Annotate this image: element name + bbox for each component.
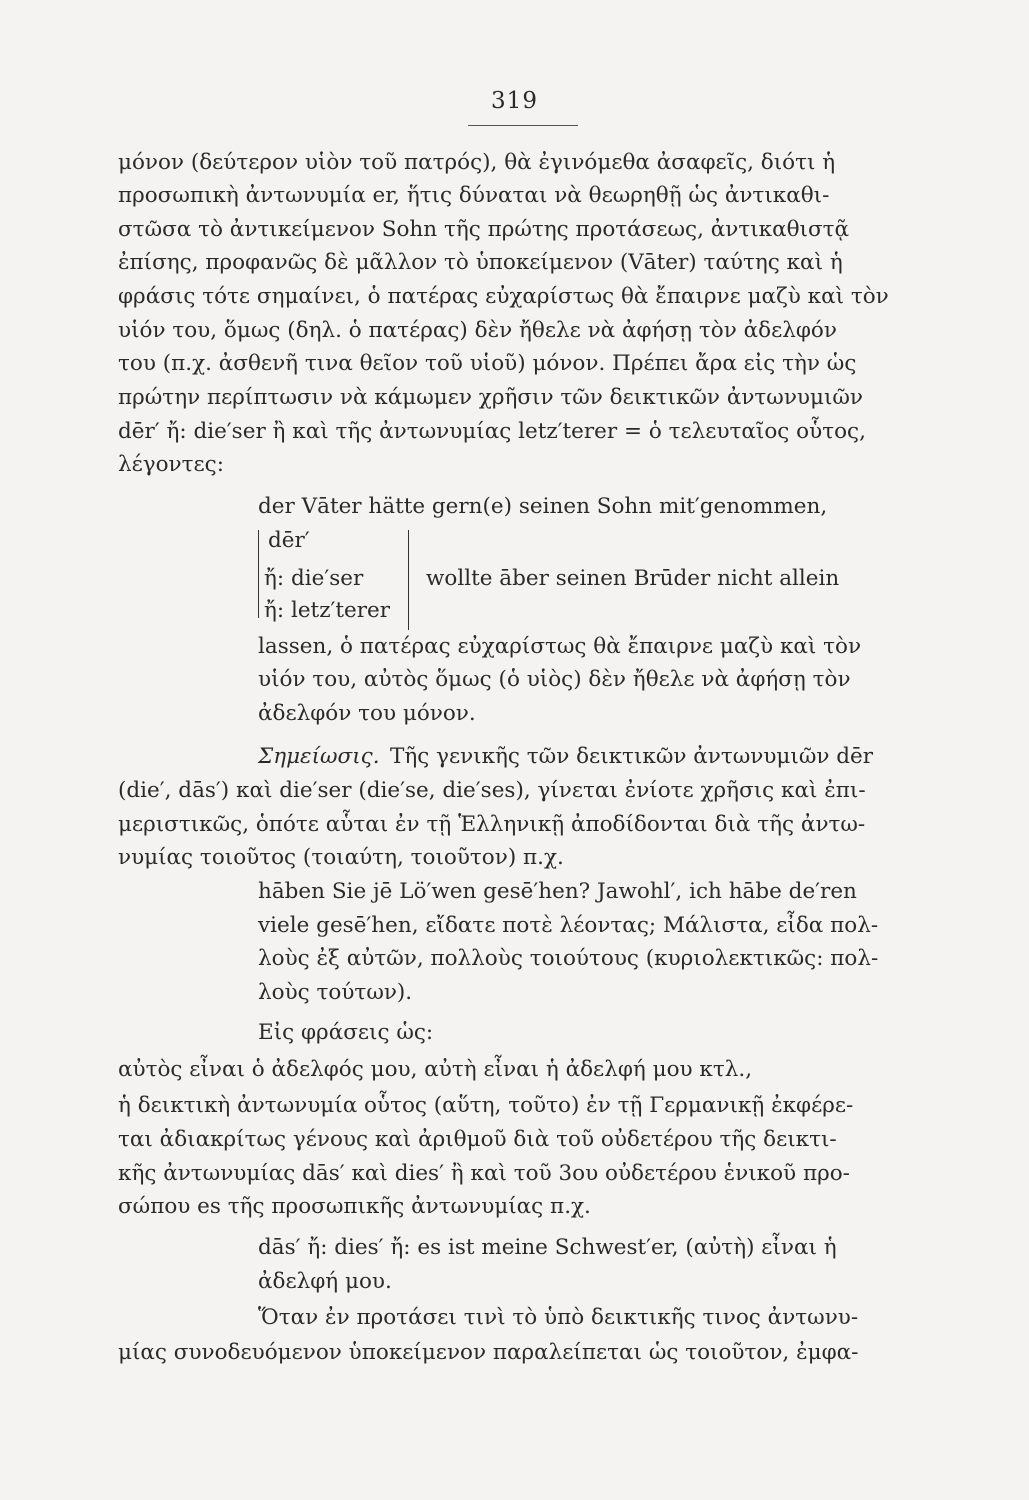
example-line: λοὺς τούτων). [258,980,413,1005]
text-line: στῶσα τὸ ἀντικείμενον Sohn τῆς πρώτης προτάσεως, ἀντικαθιστᾷ [118,217,850,242]
text-line: Ὅταν ἐν προτάσει τινὶ τὸ ὑπὸ δεικτικῆς τινος ἀντωνυ- [258,1305,859,1330]
text-line: υἱόν του, ὅμως (δηλ. ὁ πατέρας) δὲν ἤθελε νὰ ἀφήσῃ τὸν ἀδελφόν [118,318,837,343]
text-line: προσωπικὴ ἀντωνυμία er, ἥτις δύναται νὰ θεωρηθῇ ὡς ἀντικαθι- [118,183,830,208]
text-line: ἡ δεικτικὴ ἀντωνυμία οὗτος (αὕτη, τοῦτο) ἐν τῇ Γερμανικῇ ἐκφέρε- [118,1093,854,1118]
brace-right [400,530,409,630]
text-line: ται ἀδιακρίτως γένους καὶ ἀριθμοῦ διὰ τοῦ οὐδετέρου τῆς δεικτι- [118,1127,837,1152]
page-number: 319 [491,88,538,114]
example-option: ἤ: die′ser [264,566,364,591]
text-line: Τῆς γενικῆς τῶν δεικτικῶν ἀντωνυμιῶν dēr [390,744,874,769]
text-line: σώπου es τῆς προσωπικῆς ἀντωνυμίας π.χ. [118,1194,591,1219]
text-line: αὐτὸς εἶναι ὁ ἀδελφός μου, αὐτὴ εἶναι ἡ ἀδελφή μου κτλ., [118,1057,753,1082]
text-line: ἐπίσης, προφανῶς δὲ μᾶλλον τὸ ὑποκείμενον (Vāter) ταύτης καὶ ἡ [118,250,843,275]
example-line: υἱόν του, αὐτὸς ὅμως (ὁ υἱὸς) δὲν ἤθελε νὰ ἀφήσῃ τὸν [258,667,851,692]
text-line: κῆς ἀντωνυμίας dās′ καὶ dies′ ἢ καὶ τοῦ 3ου οὐδετέρου ἑνικοῦ προ- [118,1161,850,1186]
text-line: μεριστικῶς, ὁπότε αὗται ἐν τῇ Ἑλληνικῇ ἀποδίδονται διὰ τῆς ἀντω- [118,812,866,837]
page-number-rule [468,125,578,126]
text-line: λέγοντες: [118,452,224,477]
example-line: λοὺς ἐξ αὐτῶν, πολλοὺς τοιούτους (κυριολεκτικῶς: πολ- [258,946,879,971]
text-line: μίας συνοδευόμενον ὑποκείμενον παραλείπεται ὡς τοιοῦτον, ἐμφα- [118,1340,859,1365]
text-line: μόνον (δεύτερον υἱὸν τοῦ πατρός), θὰ ἐγινόμεθα ἀσαφεῖς, διότι ἡ [118,150,836,175]
example-line: dās′ ἤ: dies′ ἤ: es ist meine Schwest′er, (αὐτὴ) εἶναι ἡ [258,1235,837,1260]
text-line: πρώτην περίπτωσιν νὰ κάμωμεν χρῆσιν τῶν δεικτικῶν ἀντωνυμιῶν [118,385,863,410]
example-line: der Vāter hätte gern(e) seinen Sohn mit′genommen, [258,494,828,519]
example-line: wollte āber seinen Brūder nicht allein [426,566,840,591]
example-line: lassen, ὁ πατέρας εὐχαρίστως θὰ ἔπαιρνε μαζὺ καὶ τὸν [258,634,862,659]
text-line: dēr′ ἤ: die′ser ἢ καὶ τῆς ἀντωνυμίας letz′terer = ὁ τελευταῖος οὗτος, [118,419,866,444]
text-line: Εἰς φράσεις ὡς: [258,1020,434,1045]
example-line: ἀδελφή μου. [258,1269,392,1294]
example-line: hāben Sie jē Lö′wen gesē′hen? Jawohl′, ich hābe de′ren [258,879,857,904]
example-option: dēr′ [268,528,310,553]
example-line: viele gesē′hen, εἴδατε ποτὲ λέοντας; Μάλιστα, εἶδα πολ- [258,913,879,938]
text-line: του (π.χ. ἀσθενῆ τινα θεῖον τοῦ υἱοῦ) μόνον. Πρέπει ἄρα εἰς τὴν ὡς [118,351,857,376]
note-heading: Σημείωσις. [258,744,380,769]
example-option: ἤ: letz′terer [264,598,391,623]
example-line: ἀδελφόν του μόνον. [258,701,476,726]
text-line: (die′, dās′) καὶ die′ser (die′se, die′ses), γίνεται ἐνίοτε χρῆσις καὶ ἐπι- [118,778,866,803]
text-line: φράσις τότε σημαίνει, ὁ πατέρας εὐχαρίστως θὰ ἔπαιρνε μαζὺ καὶ τὸν [118,284,889,309]
text-line: νυμίας τοιοῦτος (τοιαύτη, τοιοῦτον) π.χ. [118,845,564,870]
